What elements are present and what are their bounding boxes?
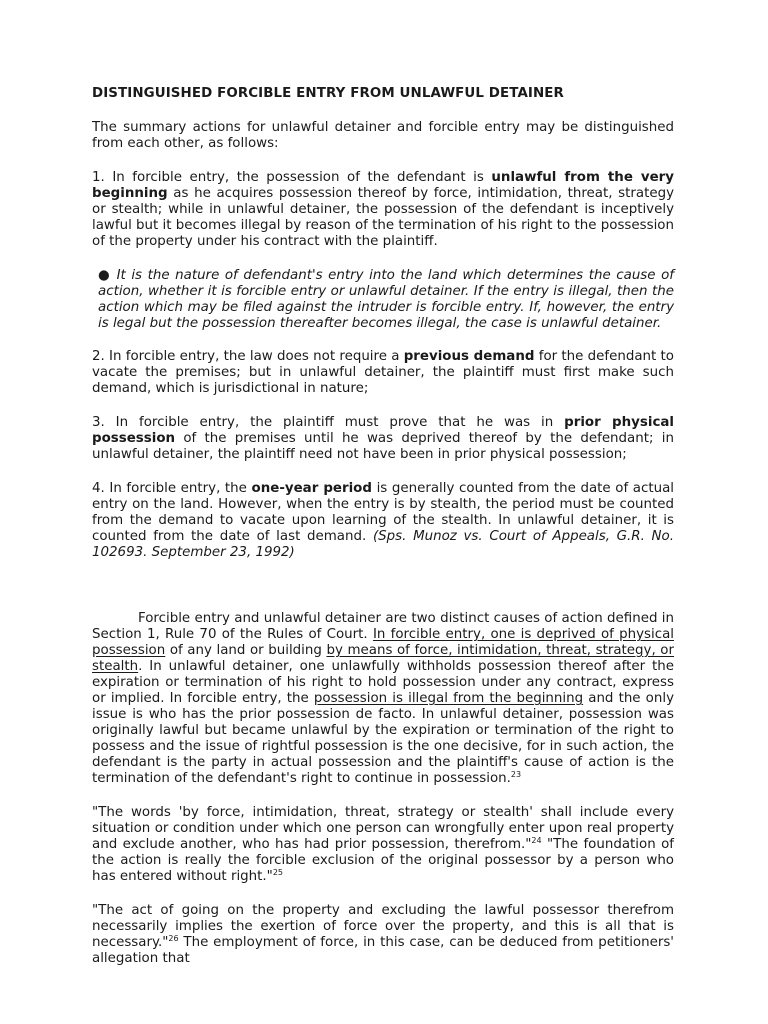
paragraph-5-text-d: and the only issue is who has the prior possession de facto. In unlawful detainer, possession was originally lawful but became unlawful by the expiration or termination of the right to possess and the issue of rightful possession is the one decisive, for in such action, the defendant is the party in actual possession and the plaintiff's cause of action is the termination of the defendant's right to continue in possession. — [92, 691, 674, 786]
note-text: It is the nature of defendant's entry into the land which determines the cause of action, whether it is forcible entry or unlawful detainer. If the entry is illegal, then the action which may be filed against the intruder is forcible entry. If, however, the entry is legal but the possession thereafter becomes illegal, the case is unlawful detainer. — [98, 268, 674, 331]
point-4-text-a: 4. In forcible entry, the — [92, 481, 252, 496]
point-3-bold: prior physical possession — [92, 415, 675, 446]
paragraph-5-underline-2: by means of force, intimidation, threat, strategy, or stealth — [92, 643, 675, 674]
footnote-ref-23: 23 — [510, 770, 522, 779]
intro-paragraph: The summary actions for unlawful detainer and forcible entry may be distinguished from each other, as follows: — [92, 120, 674, 151]
point-3-text-a: 3. In forcible entry, the plaintiff must prove that he was in — [92, 415, 565, 430]
point-4-paragraph — [92, 481, 674, 561]
paragraph-6 — [92, 805, 674, 885]
point-3-text-b: of the premises until he was deprived thereof by the defendant; in unlawful detainer, the plaintiff need not have been in prior physical possession; — [92, 431, 674, 462]
paragraph-6-text-b: "The foundation of the action is really the forcible exclusion of the original possessor by a person who has entered without right." — [92, 837, 674, 884]
paragraph-5-underline-3: possession is illegal from the beginning — [313, 691, 584, 706]
paragraph-5 — [92, 611, 674, 787]
note-paragraph — [92, 268, 674, 332]
point-2-text-a: 2. In forcible entry, the law does not require a — [92, 349, 404, 364]
document-title: DISTINGUISHED FORCIBLE ENTRY FROM UNLAWFUL DETAINER — [92, 86, 564, 101]
point-3-paragraph — [92, 415, 674, 463]
paragraph-5-underline-1: In forcible entry, one is deprived of physical possession — [92, 627, 674, 658]
point-4-bold: one-year period — [251, 481, 372, 496]
paragraph-7 — [92, 903, 674, 967]
footnote-ref-25: 25 — [272, 868, 284, 877]
paragraph-7-text-a: "The act of going on the property and excluding the lawful possessor therefrom necessarily implies the exertion of force over the property, and this is all that is necessary." — [92, 903, 674, 950]
point-1-paragraph — [92, 170, 674, 250]
paragraph-5-text-a: Forcible entry and unlawful detainer are two distinct causes of action defined in Section 1, Rule 70 of the Rules of Court. — [92, 611, 674, 642]
point-4-citation: (Sps. Munoz vs. Court of Appeals, G.R. No. 102693. September 23, 1992) — [92, 529, 674, 560]
point-1-text-b: as he acquires possession thereof by force, intimidation, threat, strategy or stealth; while in unlawful detainer, the possession of the defendant is inceptively lawful but it becomes illegal by reason of the termination of his right to the possession of the property under his contract with the plaintiff. — [92, 186, 674, 249]
paragraph-5-text-b: of any land or building — [165, 643, 327, 658]
point-1-bold: unlawful from the very beginning — [92, 170, 674, 201]
footnote-ref-24: 24 — [531, 836, 542, 845]
paragraph-7-text-b: The employment of force, in this case, can be deduced from petitioners' allegation that — [92, 935, 674, 966]
paragraph-5-text-c: . In unlawful detainer, one unlawfully withholds possession thereof after the expiration or termination of his right to hold possession under any contract, express or implied. In forcible entry, the — [92, 659, 674, 706]
point-4-text-b: is generally counted from the date of actual entry on the land. However, when the entry is by stealth, the period must be counted from the demand to vacate upon learning of the stealth. In unlawful detainer, it is counted from the date of last demand. — [92, 481, 674, 544]
point-2-text-b: for the defendant to vacate the premises; but in unlawful detainer, the plaintiff must first make such demand, which is jurisdictional in nature; — [92, 349, 674, 396]
section-spacer — [92, 561, 674, 611]
point-2-bold: previous demand — [403, 349, 535, 364]
footnote-ref-26: 26 — [168, 934, 179, 943]
point-1-text-a: 1. In forcible entry, the possession of the defendant is — [92, 170, 492, 185]
paragraph-6-text-a: "The words 'by force, intimidation, threat, strategy or stealth' shall include every situation or condition under which one person can wrongfully enter upon real property and exclude another, who has had prior possession, therefrom." — [92, 805, 674, 852]
point-2-paragraph — [92, 349, 674, 397]
bullet-icon: ● — [98, 268, 111, 283]
